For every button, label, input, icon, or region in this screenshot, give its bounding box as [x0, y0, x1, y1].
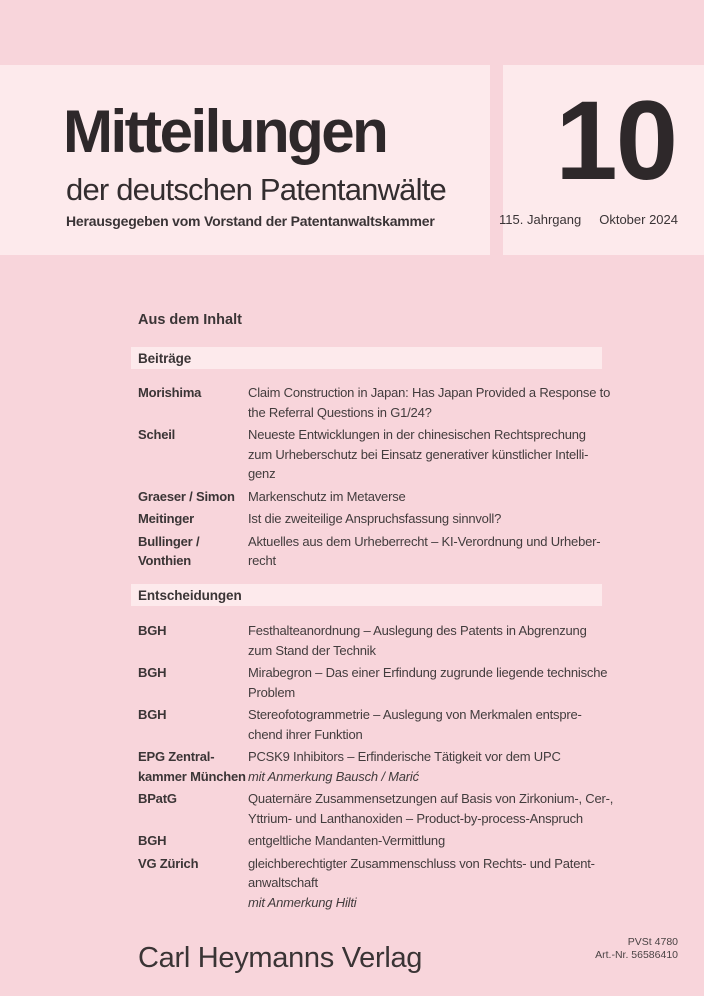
row-note: mit Anmerkung Bausch / Marić: [248, 768, 419, 784]
section-rows: [131, 621, 614, 912]
table-row: [138, 705, 602, 744]
month-label: Oktober 2024: [599, 212, 678, 227]
section-beitraege: [131, 347, 611, 574]
row-author: Morishima: [138, 385, 202, 400]
pvst-number: PVSt 4780: [627, 936, 678, 948]
section-bar: [131, 347, 602, 369]
row-title-cell: [248, 705, 602, 744]
row-author: Scheil: [138, 427, 176, 442]
table-row: [138, 621, 602, 660]
row-title: Neueste Entwicklungen in der chinesischen Rechtsprechung zum Urheberschutz bei Einsatz generativer künstlicher Intelli- genz: [248, 427, 589, 481]
row-title-cell: [248, 509, 602, 529]
row-author: Meitinger: [138, 511, 194, 526]
row-title: Markenschutz im Metaverse: [248, 488, 406, 504]
row-author: EPG Zentral- kammer München: [138, 749, 246, 784]
row-title-cell: [248, 789, 613, 828]
row-title: Quaternäre Zusammensetzungen auf Basis von Zirkonium-, Cer-, Yttrium- und Lanthanoxiden – Product-by-process-Anspruch: [248, 791, 614, 826]
section-entscheidungen: [131, 584, 614, 915]
row-title: entgeltliche Mandanten-Vermittlung: [248, 833, 445, 848]
table-row: [138, 747, 602, 786]
volume-label: 115. Jahrgang: [499, 212, 582, 227]
row-title-cell: [248, 663, 607, 702]
journal-title: Mitteilungen: [63, 98, 387, 165]
row-author: BGH: [138, 665, 167, 680]
contents-heading: Aus dem Inhalt: [138, 312, 242, 328]
table-row: [138, 487, 602, 507]
masthead-panel: [0, 65, 490, 255]
row-title-cell: [248, 854, 602, 913]
row-note: mit Anmerkung Hilti: [248, 894, 357, 910]
row-title-cell: [248, 621, 602, 660]
row-title: Festhalteanordnung – Auslegung des Patents in Abgrenzung zum Stand der Technik: [248, 623, 587, 658]
row-title-cell: [248, 831, 602, 851]
row-title-cell: [248, 532, 602, 571]
row-author: BPatG: [138, 791, 177, 806]
row-title: gleichberechtigter Zusammenschluss von Rechts- und Patent- anwaltschaft: [248, 855, 595, 890]
section-bar: [131, 584, 602, 606]
footer-codes: [595, 936, 678, 961]
row-title: Aktuelles aus dem Urheberrecht – KI-Verordnung und Urheber- recht: [248, 533, 601, 568]
row-title-cell: [248, 383, 610, 422]
table-row: [138, 509, 602, 529]
row-author: BGH: [138, 623, 167, 638]
table-row: [138, 789, 614, 828]
row-title-cell: [248, 425, 602, 484]
row-title: Mirabegron – Das einer Erfindung zugrunde liegende technische Problem: [248, 665, 608, 700]
table-row: [138, 831, 602, 851]
journal-tagline: Herausgegeben vom Vorstand der Patentanwaltskammer: [66, 213, 435, 229]
row-author: VG Zürich: [138, 855, 199, 871]
journal-subtitle: der deutschen Patentanwälte: [66, 172, 446, 207]
masthead: [0, 65, 704, 255]
volume-line: [499, 212, 678, 227]
row-title-cell: [248, 487, 602, 507]
row-author: BGH: [138, 833, 167, 848]
row-author: Graeser / Simon: [138, 488, 235, 504]
row-title-cell: [248, 747, 602, 786]
section-label: Entscheidungen: [138, 587, 242, 603]
row-author: BGH: [138, 707, 167, 722]
publisher-name: Carl Heymanns Verlag: [138, 942, 423, 974]
row-title: Claim Construction in Japan: Has Japan Provided a Response to the Referral Questions in G1/24?: [248, 385, 611, 420]
row-title: Ist die zweiteilige Anspruchsfassung sinnvoll?: [248, 511, 502, 526]
section-label: Beiträge: [138, 350, 192, 366]
table-row: [138, 854, 602, 913]
row-title: Stereofotogrammetrie – Auslegung von Merkmalen entspre- chend ihrer Funktion: [248, 707, 582, 742]
table-row: [138, 663, 608, 702]
issue-panel: [499, 65, 704, 255]
table-row: [138, 383, 611, 422]
table-row: [138, 425, 602, 484]
row-author: Bullinger / Vonthien: [138, 533, 200, 568]
table-row: [138, 532, 602, 571]
article-number: Art.-Nr. 56586410: [595, 948, 678, 961]
section-rows: [131, 383, 611, 571]
issue-number: 10: [555, 78, 676, 203]
row-title: PCSK9 Inhibitors – Erfinderische Tätigkeit vor dem UPC: [248, 749, 561, 764]
